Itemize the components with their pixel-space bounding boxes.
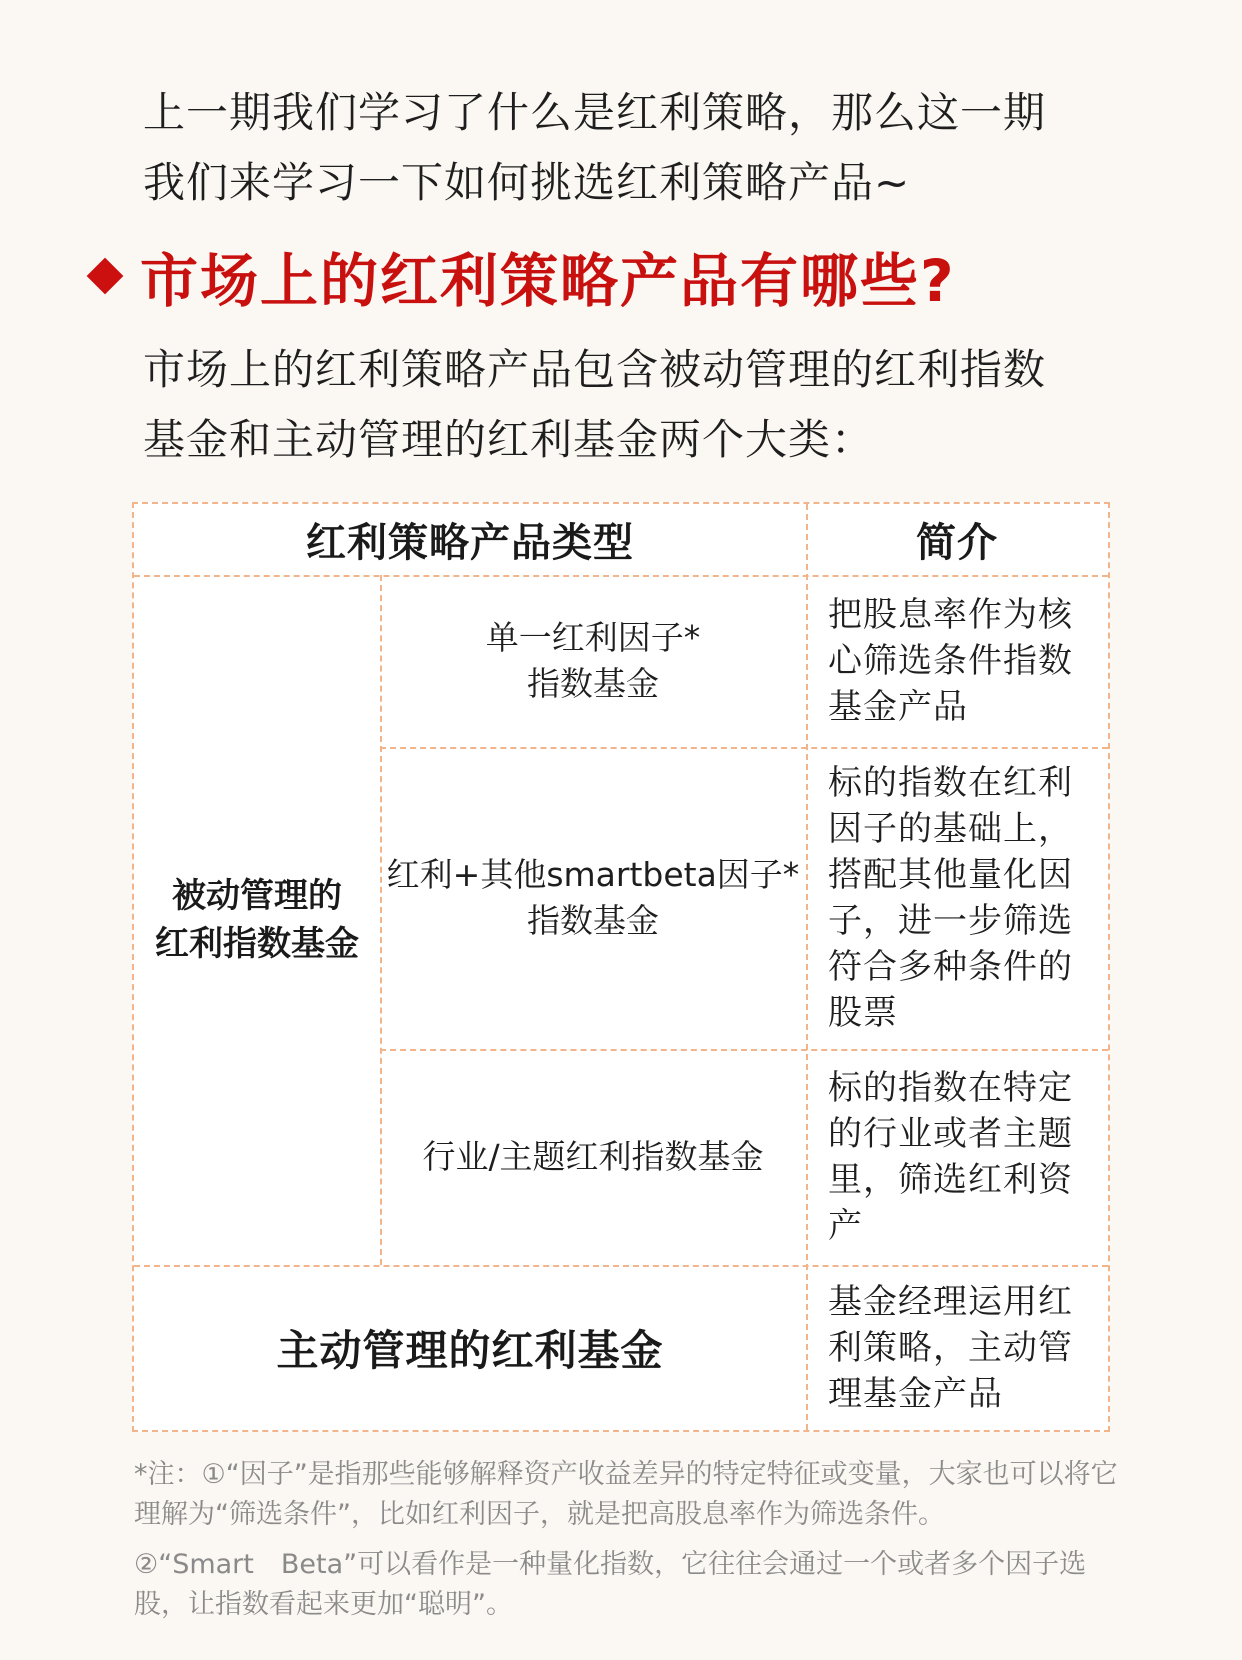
- table-row-type: [380, 575, 806, 747]
- section-title: 市场上的红利策略产品有哪些?: [140, 247, 956, 315]
- product-type-table: [132, 502, 1110, 1432]
- active-brief: [806, 1265, 1108, 1430]
- diamond-bullet-icon: [87, 258, 124, 295]
- table-row-brief: [806, 747, 1108, 1049]
- row-brief-text: 把股息率作为核心筛选条件指数基金产品: [828, 595, 1073, 727]
- description-line-2: 基金和主动管理的红利基金两个大类：: [143, 415, 875, 464]
- footnotes: [134, 1455, 1134, 1635]
- table-row-brief: [806, 575, 1108, 747]
- footnote-2: ②“Smart Beta”可以看作是一种量化指数，它往往会通过一个或者多个因子选股，让指数看起来更加“聪明”。: [134, 1549, 1087, 1620]
- description-line-1: 市场上的红利策略产品包含被动管理的红利指数: [143, 345, 1047, 394]
- active-category: 主动管理的红利基金: [276, 1325, 664, 1375]
- active-brief-text: 基金经理运用红利策略，主动管理基金产品: [828, 1281, 1073, 1414]
- intro-paragraph: [143, 78, 1123, 218]
- table-row-type: [380, 747, 806, 1049]
- passive-category-line-2: 红利指数基金: [155, 924, 359, 964]
- row-brief-text: 标的指数在特定的行业或者主题里，筛选红利资产: [828, 1068, 1073, 1246]
- table-row-type: [380, 1049, 806, 1265]
- row-type-line-2: 指数基金: [527, 901, 659, 940]
- row-type-line-1: 单一红利因子*: [485, 618, 701, 657]
- passive-category: [134, 575, 380, 1265]
- header-brief: 简介: [916, 520, 998, 566]
- row-type-line-2: 指数基金: [527, 664, 659, 703]
- table-row-brief: [806, 1049, 1108, 1265]
- intro-line-2: 我们来学习一下如何挑选红利策略产品~: [143, 158, 911, 207]
- row-brief-text: 标的指数在红利因子的基础上，搭配其他量化因子，进一步筛选符合多种条件的股票: [828, 763, 1073, 1033]
- passive-category-line-1: 被动管理的: [172, 876, 342, 916]
- row-type-line-1: 红利+其他smartbeta因子*: [386, 855, 800, 894]
- section-heading: [92, 236, 1192, 316]
- header-product-type: 红利策略产品类型: [306, 520, 634, 566]
- description-paragraph: [143, 335, 1133, 475]
- intro-line-1: 上一期我们学习了什么是红利策略，那么这一期: [143, 88, 1047, 137]
- row-type-line-1: 行业/主题红利指数基金: [422, 1137, 764, 1176]
- footnote-1: *注：①“因子”是指那些能够解释资产收益差异的特定特征或变量，大家也可以将它理解为“筛选条件”，比如红利因子，就是把高股息率作为筛选条件。: [134, 1459, 1118, 1530]
